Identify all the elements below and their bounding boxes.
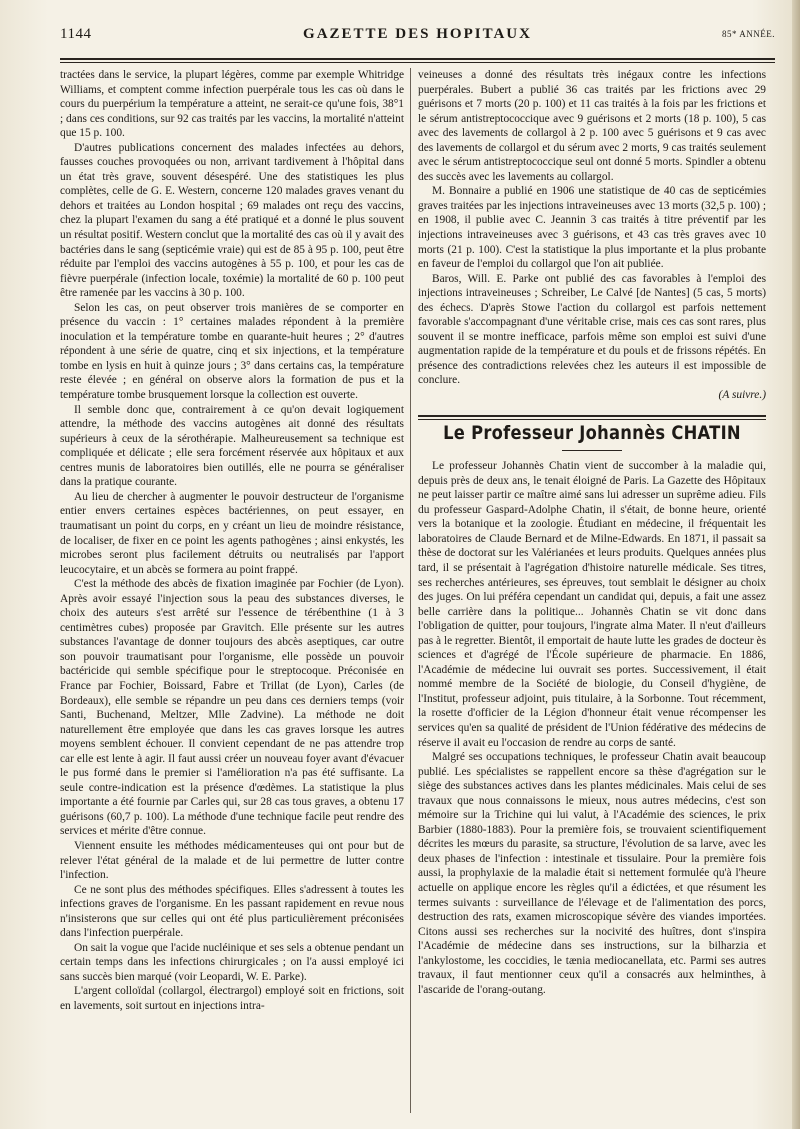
article-rule <box>418 415 766 417</box>
paragraph: Malgré ses occupations techniques, le professeur Chatin avait beaucoup publié. Les spécialistes se rappellent encore sa thèse d'agrégation sur le siège des substances actives dans les plantes médicinales. Mais celui de ses travaux que nous connaissons le mieux, nous autres médecins, c'est son mémoire sur la Trichine qui lui valut, à l'Académie des sciences, le prix Barbier (1880-1883). Pour la première fois, se trouvaient scientifiquement décrites les mœurs du parasite, sa structure, l'évolution de sa larve, avec les deux phases de l'infection : intestinale et tissulaire. Pour la première fois aussi, la prophylaxie de la maladie était si nettement formulée qu'à l'heure actuelle on applique encore les règles qu'il a édictées, et que résument les termes suivants : surveillance de l'élevage et de l'alimentation des porcs, destruction des rats, examen microscopique sévère des viandes importées. Citons aussi ses recherches sur la nocivité des huîtres, dont s'inspira l'Académie de médecine dans ses instructions, sur la bilharzia et l'ankylostome, les coccidies, le tænia mediocanellata, etc. Parmi ses autres travaux, il faut mentionner ceux qu'il a consacrés aux helminthes, à l'ascaride de l'orang-outang. <box>418 751 766 996</box>
paragraph: Il semble donc que, contrairement à ce qu'on devait logiquement attendre, la méthode des vaccins autogènes ait donné des résultats supérieurs à ceux de la sérothérapie. Malheureusement sa technique est compliquée et délicate ; elle sera forcément réservée aux hôpitaux et aux centres munis de laboratoires bien outillés, elle ne pourra se généraliser dans la pratique courante. <box>60 403 404 489</box>
article-title: Le Professeur Johannès CHATIN <box>443 421 741 444</box>
paragraph: M. Bonnaire a publié en 1906 une statistique de 40 cas de septicémies graves traitées par les injections intraveineuses avec 13 morts (32,5 p. 100) ; en 1908, il publie avec C. Jeannin 3 cas traités à titre préventif par les injections intraveineuses avec 3 guérisons, et 43 cas très graves avec 10 morts (21 p. 100). C'est la statistique la plus importante et la plus probante en faveur de l'emploi du collargol que l'on ait publiée. <box>418 185 766 271</box>
paragraph: Le professeur Johannès Chatin vient de succomber à la maladie qui, depuis près de deux ans, le tenait éloigné de Paris. La Gazette des Hôpitaux ne peut laisser partir ce maître aimé sans lui adresser un suprême adieu. Fils du professeur Gaspard-Adolphe Chatin, il s'était, de bonne heure, orienté vers la botanique et la zoologie. Étudiant en médecine, il fréquentait les laboratoires de Claude Bernard et de Milne-Edwards. En 1871, il passait sa thèse de doctorat sur les Valérianées et leurs produits. Quelques années plus tard, il se présentait à l'agrégation d'histoire naturelle médicale. Ses titres, ses recherches antérieures, ses épreuves, tout semblait le désigner au choix des juges. On lui préféra cependant un candidat qui, depuis, a fait une assez belle carrière dans la politique... Johannès Chatin se vit donc dans l'obligation de quitter, pour toujours, l'ingrate alma Mater. Il n'eut d'ailleurs pas à le regretter. Bientôt, il emportait de haute lutte les grades de docteur ès sciences et d'agrégé de l'École supérieure de pharmacie. En 1886, l'Académie de médecine lui ouvrait ses portes. Successivement, il était nommé membre de la Société de biologie, du Conseil d'hygiène, de l'Institut, professeur adjoint, puis titulaire, à la Sorbonne. Tout récemment, la rosette d'officier de la Légion d'honneur était venue récompenser les services qu'en sa qualité de président de l'Union fédérative des médecins de réserve il avait eu l'occasion de rendre au corps de santé. <box>418 460 766 749</box>
page-header <box>60 26 775 46</box>
article-rule-thin <box>418 419 766 420</box>
paragraph: L'argent colloïdal (collargol, électrargol) employé soit en frictions, soit en lavements, soit surtout en injections intra- <box>60 985 404 1012</box>
to-be-continued: (A suivre.) <box>718 389 766 402</box>
header-rule-thin <box>60 62 775 63</box>
year-annex: 85* ANNÉE. <box>722 29 775 39</box>
paragraph: tractées dans le service, la plupart légères, comme par exemple Whitridge Williams, et comptent comme infection puerpérale tous les cas où dans le cours du puerpérium la température a atteint, ne serait-ce qu'une fois, 38°1 ; dans ces conditions, sur 92 cas traités par les vaccins, la mortalité n'atteint que 15 p. 100. <box>60 69 404 140</box>
paragraph: D'autres publications concernent des malades infectées au dehors, fausses couches provoquées ou non, arrivant tardivement à l'hôpital dans un état très grave, souvent désespéré. Une des statistiques les plus complètes, celle de G. E. Western, concerne 120 malades graves venant du dehors et traitées au London hospital ; 69 malades ont reçu des vaccins, chez la plupart l'examen du sang a été pratiqué et a donné le plus souvent un résultat positif. Western conclut que la mortalité des cas où il y avait des bactéries dans le sang (septicémie vraie) qui est de 85 à 95 p. 100, peut être réduite par l'emploi des vaccins autogènes à 55 p. 100, et pour les cas de fièvre puerpérale (infection locale, toxémie) la mortalité de 60 p. 100 peut être ramenée par les vaccins à 30 p. 100. <box>60 141 404 300</box>
paragraph: Viennent ensuite les méthodes médicamenteuses qui ont pour but de relever l'état général de la malade et de lui permettre de lutter contre l'infection. <box>60 839 404 882</box>
page-number: 1144 <box>60 26 92 42</box>
page-edge <box>792 0 800 1129</box>
paragraph: Au lieu de chercher à augmenter le pouvoir destructeur de l'organisme entier envers certaines espèces bactériennes, on peut essayer, en traumatisant un point du corps, en y créant un lieu de moindre résistance, de localiser, de fixer en ce point les agents pathogènes ; ainsi enkystés, les microbes seront plus facilement détruits ou neutralisés par l'apport leucocytaire, et un abcès se formera au point frappé. <box>60 490 404 576</box>
left-column <box>60 68 404 1014</box>
paragraph: Selon les cas, on peut observer trois manières de se comporter en présence du vaccin : 1° certaines malades répondent à la première inoculation et la température tombe en quarante-huit heures ; 2° d'autres répondent à une série de quatre, cinq et six injections, et la température tombe en lysis en huit à quinze jours ; 3° dans certains cas, la température reste élevée ; en général on observe alors la formation de pus et la température tombe brusquement lorsque la collection est ouverte. <box>60 301 404 402</box>
paragraph: C'est la méthode des abcès de fixation imaginée par Fochier (de Lyon). Après avoir essayé l'injection sous la peau des substances diverses, le choix des auteurs s'est arrêté sur l'essence de térébenthine (1 à 3 centimètres cubes) proposée par Gravitch. Elle présente sur les autres substances l'avantage de donner toujours des abcès aseptiques, car outre son pouvoir traumatisant pour l'organisme, elle possède un pouvoir bactéricide qui semble spécifique pour le streptocoque. Préconisée en France par Fochier, Boissard, Fabre et Trillat (de Lyon), Carles (de Bordeaux), elle semble se répandre un peu dans ces derniers temps (voir Santi, Buchenand, Meltzer, Mlle Zadvine). La méthode ne doit naturellement être employée que dans les cas graves lorsque les autres moyens semblent échouer. Il convient cependant de ne pas attendre trop car elle est lente à agir. Il faut aussi créer un nouveau foyer avant d'évacuer le pus formé dans le premier si l'amélioration n'a pas été suffisante. La seule contre-indication est la présence d'œdèmes. La statistique la plus importante a été fournie par Carles qui, sur 28 cas tous graves, a obtenu 17 guérisons (60,7 p. 100). La méthode d'une technique facile peut rendre des services et mérite d'être connue. <box>60 578 404 838</box>
title-underline <box>562 450 622 451</box>
paragraph: veineuses a donné des résultats très inégaux contre les infections puerpérales. Bubert a publié 36 cas traités par les frictions avec 29 guérisons et 7 morts (20 p. 100) et 11 cas traités à la fois par les frictions et le sérum antistreptococcique avec 9 guérisons et 2 morts (18 p. 100), 5 cas avec des lavements de collargol à 2 p. 100 avec 5 guérisons et 9 cas avec des lavements de collargol et du sérum avec 2 morts, 9 cas traités seulement avec le sérum antistreptococcique seul ont donné 5 morts. Spindler a obtenu des succès avec les lavements au collargol. <box>418 69 766 183</box>
right-column <box>418 68 766 997</box>
column-separator <box>410 68 411 1113</box>
journal-title: GAZETTE DES HOPITAUX <box>303 26 532 42</box>
paragraph: Ce ne sont plus des méthodes spécifiques. Elles s'adressent à toutes les infections graves de l'organisme. En les passant rapidement en revue nous n'insisterons que sur celles qui ont été plus particulièrement préconisées dans l'infection puerpérale. <box>60 883 404 940</box>
paragraph: On sait la vogue que l'acide nucléinique et ses sels a obtenue pendant un certain temps dans les infections chirurgicales ; on l'a aussi employé ici sans succès bien marqué (voir Leopardi, W. E. Parke). <box>60 941 404 983</box>
header-rule <box>60 58 775 60</box>
paragraph: Baros, Will. E. Parke ont publié des cas favorables à l'emploi des injections intraveineuses ; Schreiber, Le Calvé [de Nantes] (5 cas, 5 morts) des échecs. D'après Stowe l'action du collargol est parfois nettement favorable s'accompagnant d'une véritable crise, mais ces cas sont rares, plus souvent il se montre inefficace, parfois même son emploi est suivi d'une augmentation rapide de la température et du pouls et de frissons répétés. En présence des contradictions relevées chez les auteurs il est impossible de conclure. <box>418 272 766 387</box>
